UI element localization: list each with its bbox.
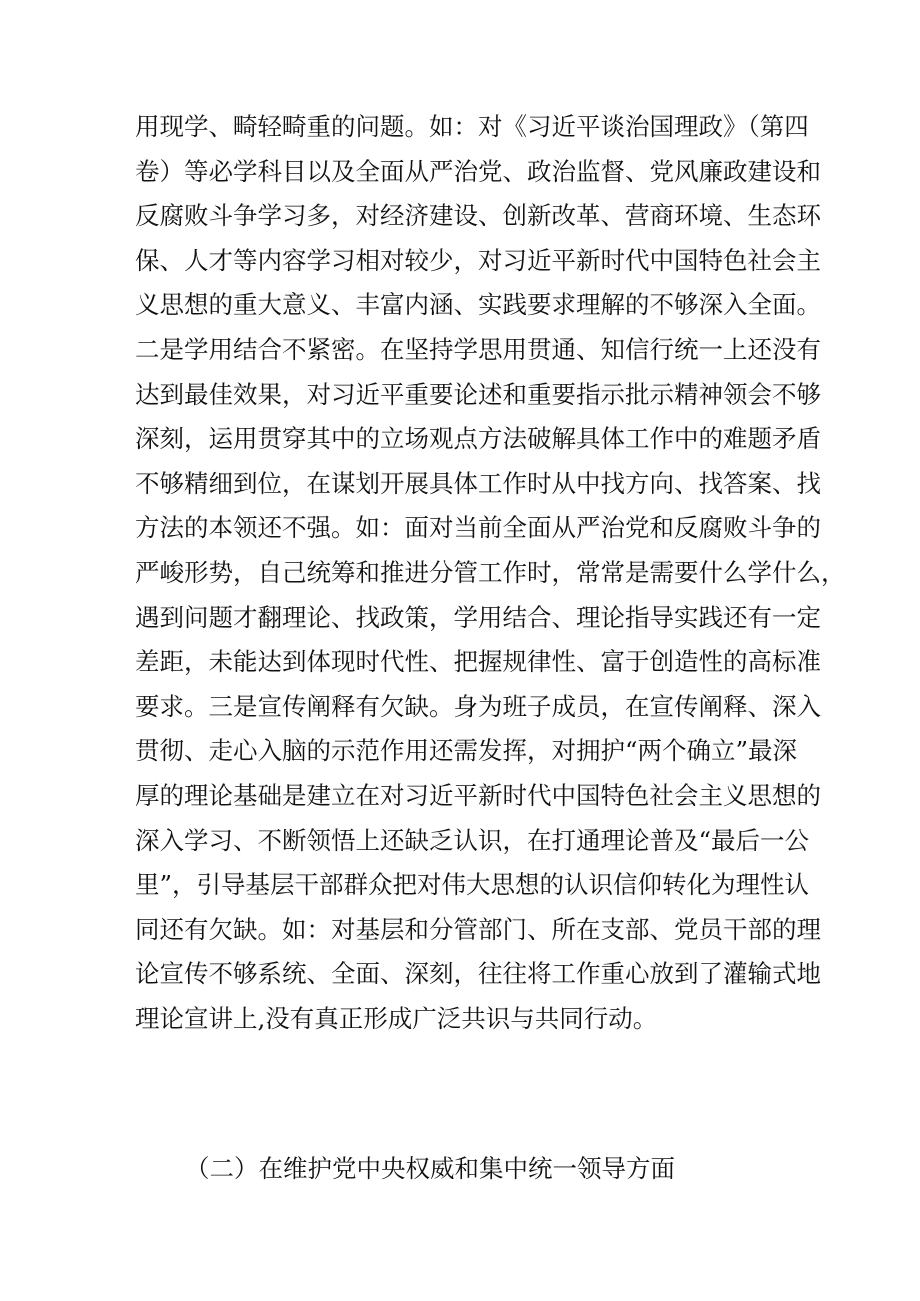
text-line: 深刻，运用贯穿其中的立场观点方法破解具体工作中的难题矛盾 <box>135 424 821 454</box>
text-line: 同还有欠缺。如：对基层和分管部门、所在支部、党员干部的理 <box>135 914 821 944</box>
text-line: 差距，未能达到体现时代性、把握规律性、富于创造性的高标准 <box>135 647 821 677</box>
text-line: 论宣传不够系统、全面、深刻，往往将工作重心放到了灌输式地 <box>135 959 821 989</box>
text-line: 二是学用结合不紧密。在坚持学思用贯通、知信行统一上还没有 <box>135 334 821 364</box>
text-line: 反腐败斗争学习多，对经济建设、创新改革、营商环境、生态环 <box>135 201 821 231</box>
text-line: 方法的本领还不强。如：面对当前全面从严治党和反腐败斗争的 <box>135 513 821 543</box>
text-line: 达到最佳效果，对习近平重要论述和重要指示批示精神领会不够 <box>135 379 821 409</box>
text-line: 保、人才等内容学习相对较少，对习近平新时代中国特色社会主 <box>135 245 821 275</box>
text-line: 要求。三是宣传阐释有欠缺。身为班子成员，在宣传阐释、深入 <box>135 691 821 721</box>
body-paragraph <box>135 112 846 1048</box>
text-line: 贯彻、走心入脑的示范作用还需发挥，对拥护“两个确立”最深 <box>135 736 798 766</box>
text-line: 义思想的重大意义、丰富内涵、实践要求理解的不够深入全面。 <box>135 290 821 320</box>
text-line: 遇到问题才翻理论、找政策，学用结合、理论指导实践还有一定 <box>135 602 821 632</box>
text-line: 理论宣讲上,没有真正形成广泛共识与共同行动。 <box>135 1003 658 1033</box>
text-line: 卷）等必学科目以及全面从严治党、政治监督、党风廉政建设和 <box>135 156 821 186</box>
section-heading: （二）在维护党中央权威和集中统一领导方面 <box>185 1154 675 1183</box>
text-line: 里”，引导基层干部群众把对伟大思想的认识信仰转化为理性认 <box>135 870 810 900</box>
text-line: 用现学、畸轻畸重的问题。如：对《习近平谈治国理政》（第四 <box>135 112 809 141</box>
text-line: 严峻形势，自己统筹和推进分管工作时，常常是需要什么学什么， <box>135 557 846 587</box>
text-line: 深入学习、不断领悟上还缺乏认识，在打通理论普及“最后一公 <box>135 825 810 855</box>
text-line: 厚的理论基础是建立在对习近平新时代中国特色社会主义思想的 <box>135 780 821 810</box>
text-line: 不够精细到位，在谋划开展具体工作时从中找方向、找答案、找 <box>135 468 821 498</box>
